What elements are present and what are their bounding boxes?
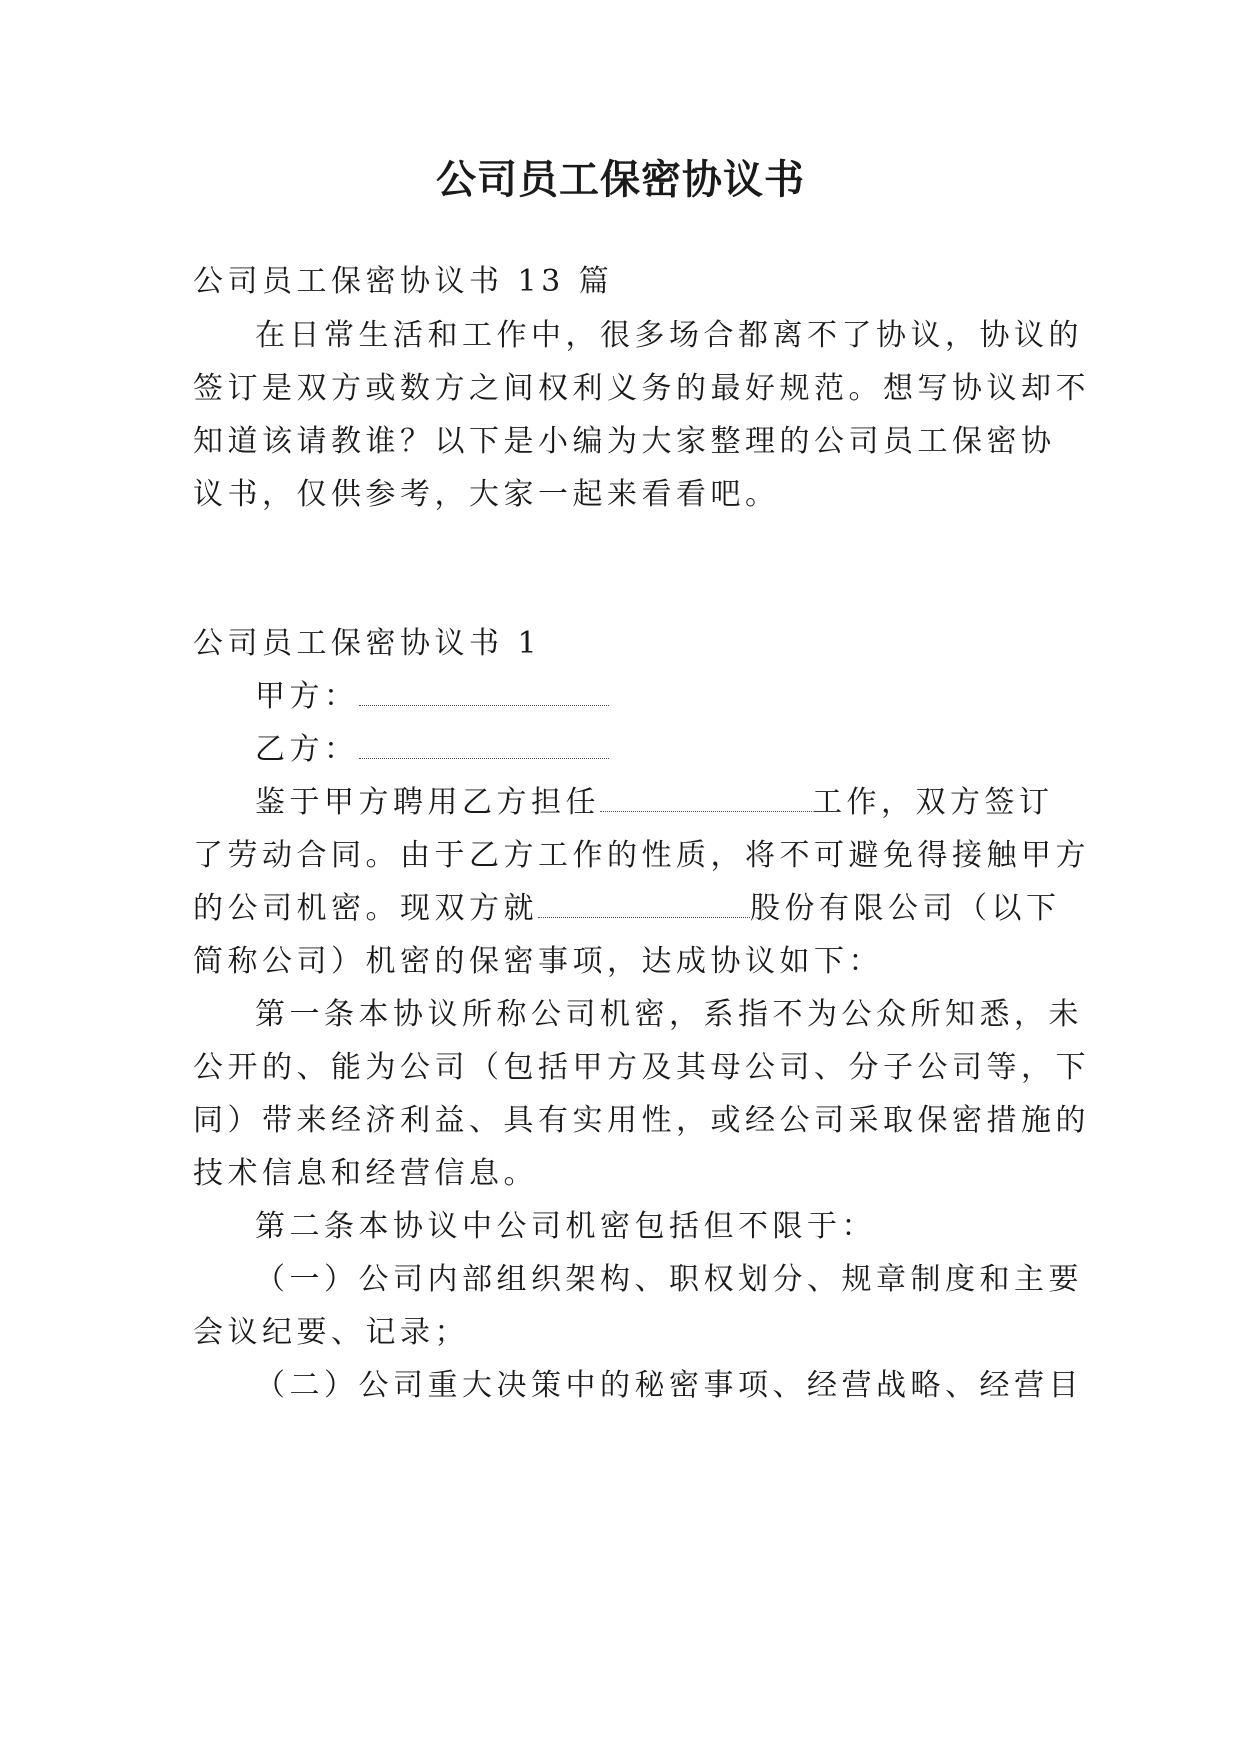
article1-line-4: 技术信息和经营信息。 [193,1156,538,1191]
company-blank [538,891,750,918]
preamble-text: 的公司机密。现双方就 [193,891,538,926]
article1-line-1: 第一条本协议所称公司机密，系指不为公众所知悉，未 [255,997,1083,1032]
intro-line-4: 议书，仅供参考，大家一起来看看吧。 [193,477,780,512]
preamble-line-1 [255,783,1054,823]
article2-line: 第二条本协议中公司机密包括但不限于： [255,1209,876,1244]
preamble-line-3 [193,889,1061,929]
party-b-label: 乙方： [255,732,359,767]
intro-line-3: 知道该请教谁？以下是小编为大家整理的公司员工保密协 [193,424,1056,459]
party-a-line [255,677,609,717]
preamble-line-2: 了劳动合同。由于乙方工作的性质，将不可避免得接触甲方 [193,838,1090,873]
intro-line-1: 在日常生活和工作中，很多场合都离不了协议，协议的 [255,318,1083,353]
preamble-text: 鉴于甲方聘用乙方担任 [255,785,600,820]
position-blank [600,785,812,812]
section-heading: 公司员工保密协议书 1 [193,626,542,661]
preamble-line-4: 简称公司）机密的保密事项，达成协议如下： [193,944,883,979]
preamble-text: 股份有限公司（以下 [750,891,1061,926]
document-subtitle: 公司员工保密协议书 13 篇 [193,264,614,299]
party-a-label: 甲方： [255,679,359,714]
article1-line-3: 同）带来经济利益、具有实用性，或经公司采取保密措施的 [193,1103,1090,1138]
document-title: 公司员工保密协议书 [436,156,805,203]
party-a-blank [359,679,609,706]
party-b-blank [359,732,609,759]
article1-line-2: 公开的、能为公司（包括甲方及其母公司、分子公司等，下 [193,1050,1090,1085]
party-b-line [255,730,609,770]
item1-line-1: （一）公司内部组织架构、职权划分、规章制度和主要 [255,1262,1083,1297]
item1-line-2: 会议纪要、记录； [193,1315,469,1350]
intro-line-2: 签订是双方或数方之间权利义务的最好规范。想写协议却不 [193,371,1090,406]
item2-line-1: （二）公司重大决策中的秘密事项、经营战略、经营目 [255,1368,1083,1403]
preamble-text: 工作，双方签订 [812,785,1054,820]
